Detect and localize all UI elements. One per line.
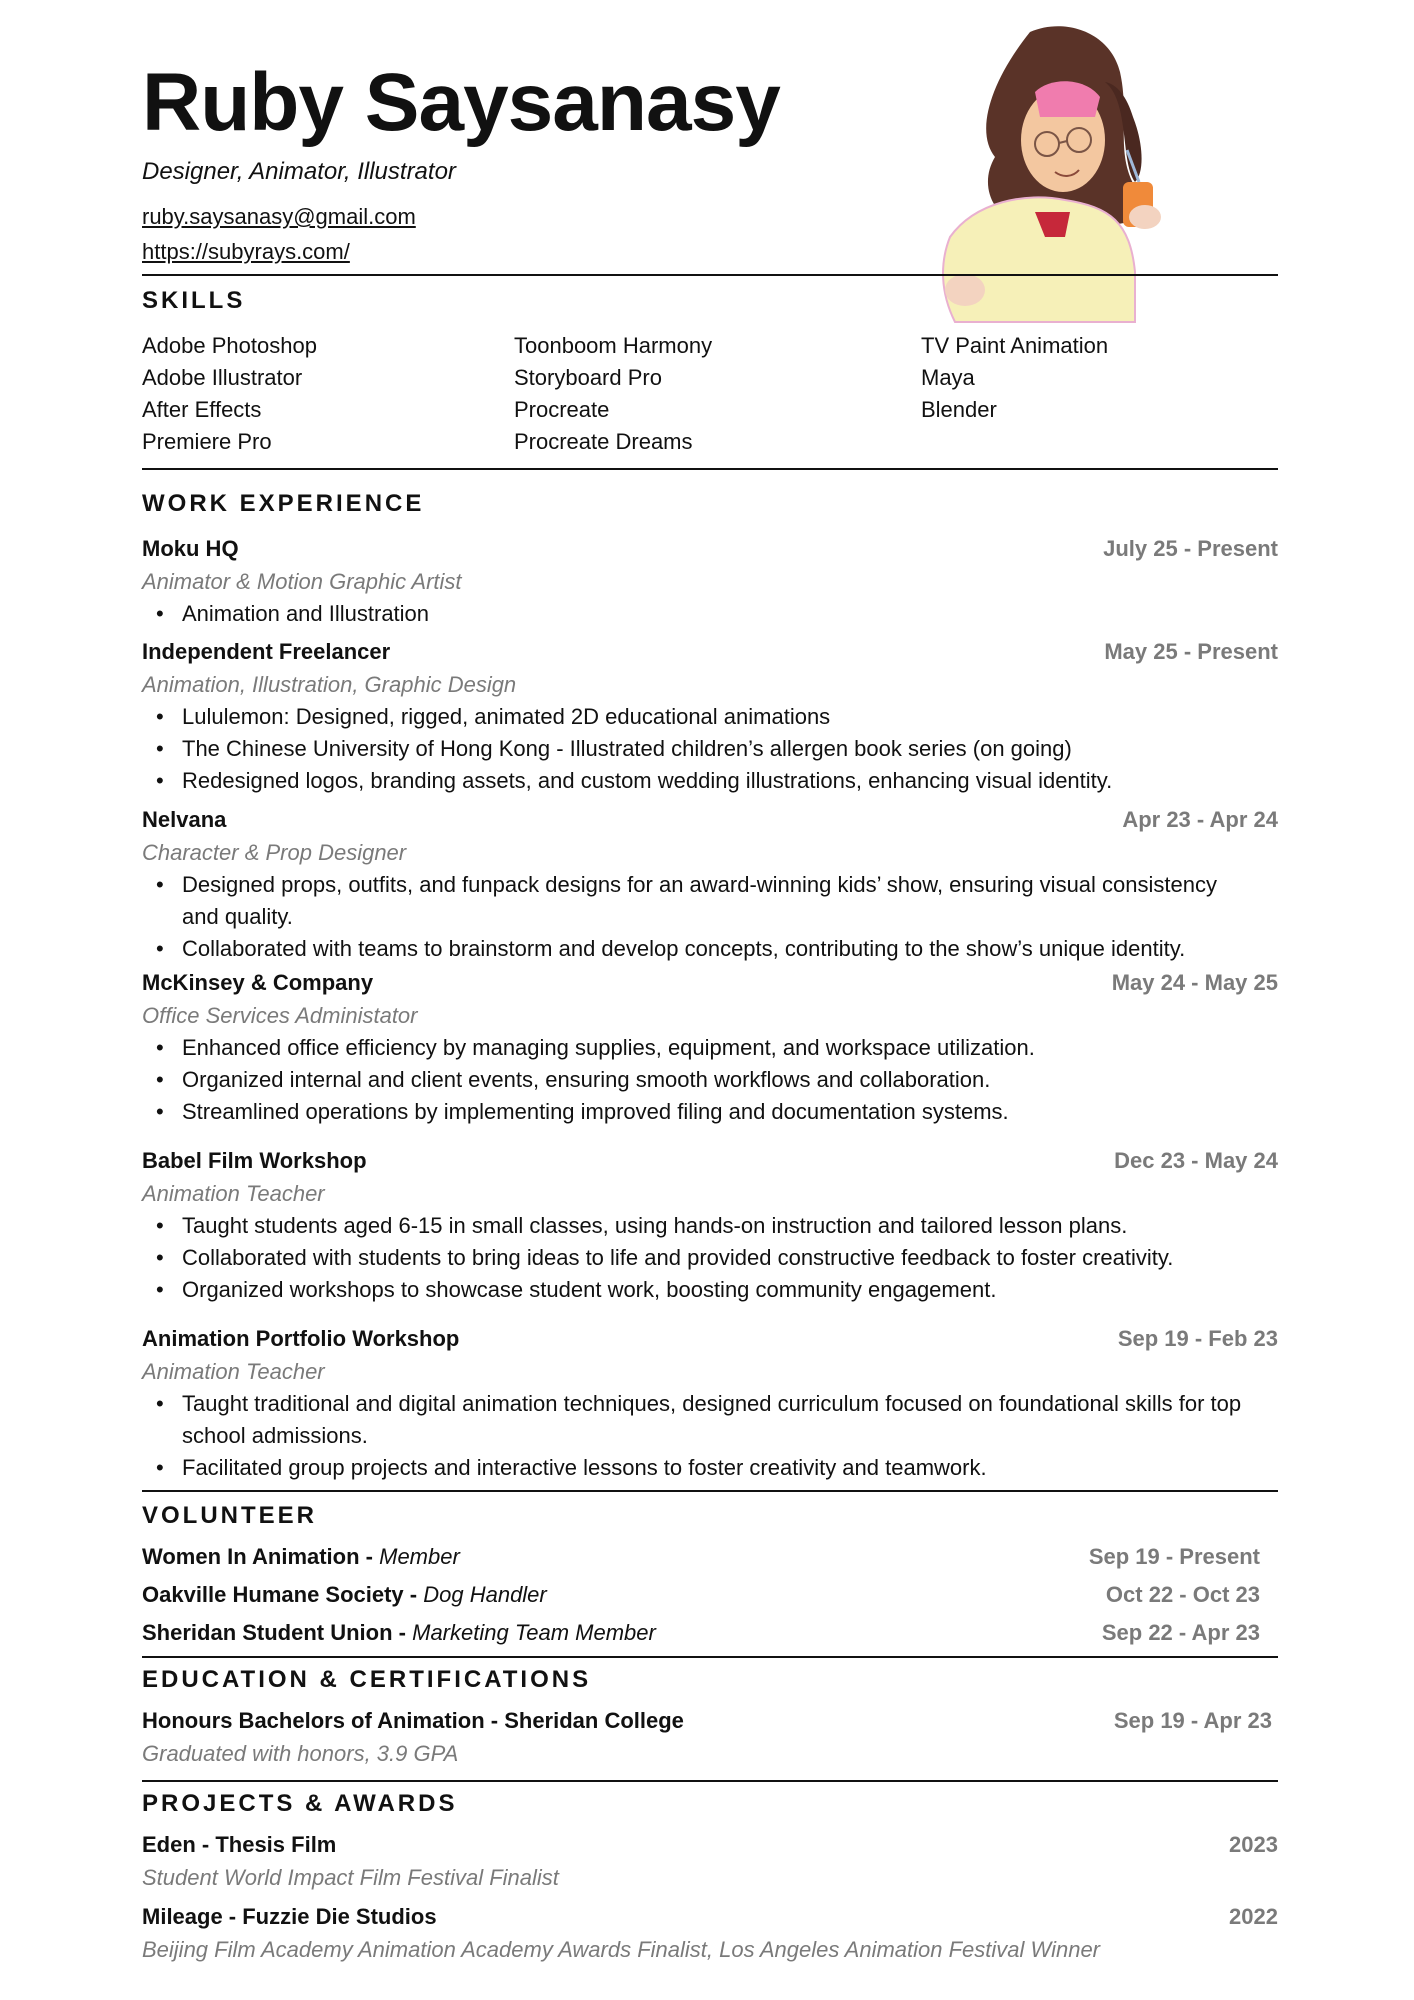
job-bullets [142,1032,1278,1128]
divider [142,468,1278,470]
bullet-item: • Collaborated with students to bring ideas to life and provided constructive feedback to foster creativity. [182,1242,1278,1274]
job-org: Moku HQ [142,536,239,561]
volunteer-date: Oct 22 - Oct 23 [1105,1582,1260,1607]
skills-heading: SKILLS [142,287,246,314]
project-name: Eden - Thesis Film [142,1832,337,1857]
job-bullets [142,869,1222,965]
bullet-item: • Animation and Illustration [182,598,1278,630]
bullet-item: • The Chinese University of Hong Kong - Illustrated children’s allergen book series (on going) [182,733,1278,765]
character-illustration [895,22,1215,332]
job-bullets [142,701,1278,797]
job-role: Animator & Motion Graphic Artist [142,569,462,594]
job-org: Babel Film Workshop [142,1148,367,1173]
bullet-item: • Taught traditional and digital animation techniques, designed curriculum focused on foundational skills for top school admissions. [182,1388,1262,1452]
bullet-item: • Collaborated with teams to brainstorm and develop concepts, contributing to the show’s unique identity. [182,933,1222,965]
skill-item: Adobe Illustrator [142,365,303,390]
skill-item: Procreate [514,397,610,422]
job-entry [142,805,1278,965]
project-year: 2022 [1229,1904,1278,1929]
skill-item: Maya [921,365,975,390]
bullet-item: • Enhanced office efficiency by managing supplies, equipment, and workspace utilization. [182,1032,1278,1064]
skill-item: Toonboom Harmony [514,333,713,358]
job-date: May 25 - Present [1104,639,1278,664]
education-entry [142,1706,1272,1770]
skill-item: TV Paint Animation [921,333,1109,358]
job-org: McKinsey & Company [142,970,374,995]
volunteer-org-name: Sheridan Student Union - [142,1620,406,1645]
job-entry [142,968,1278,1128]
volunteer-heading: VOLUNTEER [142,1502,318,1529]
education-date: Sep 19 - Apr 23 [1113,1708,1272,1733]
job-date: Dec 23 - May 24 [1114,1148,1278,1173]
project-note: Student World Impact Film Festival Finalist [142,1865,559,1890]
education-heading: EDUCATION & CERTIFICATIONS [142,1666,592,1693]
divider [142,1490,1278,1492]
projects-heading: PROJECTS & AWARDS [142,1790,458,1817]
bullet-item: • Organized workshops to showcase student work, boosting community engagement. [182,1274,1278,1306]
job-role: Animation Teacher [142,1181,325,1206]
job-date: May 24 - May 25 [1111,970,1278,995]
volunteer-org [142,1544,460,1570]
education-note: Graduated with honors, 3.9 GPA [142,1741,459,1766]
job-date: Sep 19 - Feb 23 [1117,1326,1278,1351]
volunteer-org [142,1620,656,1646]
bullet-item: • Facilitated group projects and interactive lessons to foster creativity and teamwork. [182,1452,1262,1484]
bullet-item: • Lululemon: Designed, rigged, animated 2D educational animations [182,701,1278,733]
bullet-item: • Taught students aged 6-15 in small classes, using hands-on instruction and tailored lesson plans. [182,1210,1278,1242]
job-role: Animation, Illustration, Graphic Design [142,672,517,697]
volunteer-org-name: Women In Animation - [142,1544,373,1569]
volunteer-item [142,1618,1260,1650]
volunteer-role: Dog Handler [423,1582,547,1607]
skills-column-2 [514,330,712,458]
job-bullets [142,598,1278,630]
volunteer-date: Sep 19 - Present [1088,1544,1260,1569]
volunteer-item [142,1542,1260,1574]
job-org: Independent Freelancer [142,639,391,664]
job-entry [142,1146,1278,1306]
skill-item: Adobe Photoshop [142,333,317,358]
project-year: 2023 [1229,1832,1278,1857]
website-link[interactable]: https://subyrays.com/ [142,239,350,264]
job-org: Animation Portfolio Workshop [142,1326,460,1351]
job-entry [142,1324,1278,1484]
project-name: Mileage - Fuzzie Die Studios [142,1904,437,1929]
skills-column-3 [921,330,1108,426]
page-title: Ruby Saysanasy [142,57,780,148]
skill-item: After Effects [142,397,262,422]
divider [142,1780,1278,1782]
volunteer-org [142,1582,547,1608]
job-role: Office Services Administator [142,1003,418,1028]
skill-item: Blender [921,397,997,422]
job-bullets [142,1210,1278,1306]
skill-item: Storyboard Pro [514,365,662,390]
project-entry [142,1902,1278,1966]
bullet-item: • Designed props, outfits, and funpack designs for an award-winning kids’ show, ensuring visual consistency and quality. [182,869,1222,933]
bullet-item: • Organized internal and client events, ensuring smooth workflows and collaboration. [182,1064,1278,1096]
job-titles: Designer, Animator, Illustrator [142,158,456,185]
volunteer-item [142,1580,1260,1612]
job-org: Nelvana [142,807,227,832]
education-degree: Honours Bachelors of Animation - Sheridan College [142,1708,684,1733]
volunteer-role: Member [379,1544,460,1569]
skills-column-1 [142,330,317,458]
job-date: Apr 23 - Apr 24 [1122,807,1278,832]
volunteer-date: Sep 22 - Apr 23 [1101,1620,1260,1645]
job-role: Character & Prop Designer [142,840,407,865]
divider [142,274,1278,276]
project-entry [142,1830,1278,1894]
job-entry [142,637,1278,797]
skill-item: Procreate Dreams [514,429,693,454]
job-role: Animation Teacher [142,1359,325,1384]
email-link[interactable]: ruby.saysanasy@gmail.com [142,204,416,229]
job-bullets [142,1388,1262,1484]
bullet-item: • Streamlined operations by implementing improved filing and documentation systems. [182,1096,1278,1128]
skill-item: Premiere Pro [142,429,272,454]
volunteer-role: Marketing Team Member [412,1620,656,1645]
job-entry [142,534,1278,630]
work-heading: WORK EXPERIENCE [142,490,425,517]
job-date: July 25 - Present [1103,536,1278,561]
volunteer-org-name: Oakville Humane Society - [142,1582,418,1607]
project-note: Beijing Film Academy Animation Academy Awards Finalist, Los Angeles Animation Festival Winner [142,1937,1101,1962]
divider [142,1656,1278,1658]
bullet-item: • Redesigned logos, branding assets, and custom wedding illustrations, enhancing visual identity. [182,765,1278,797]
